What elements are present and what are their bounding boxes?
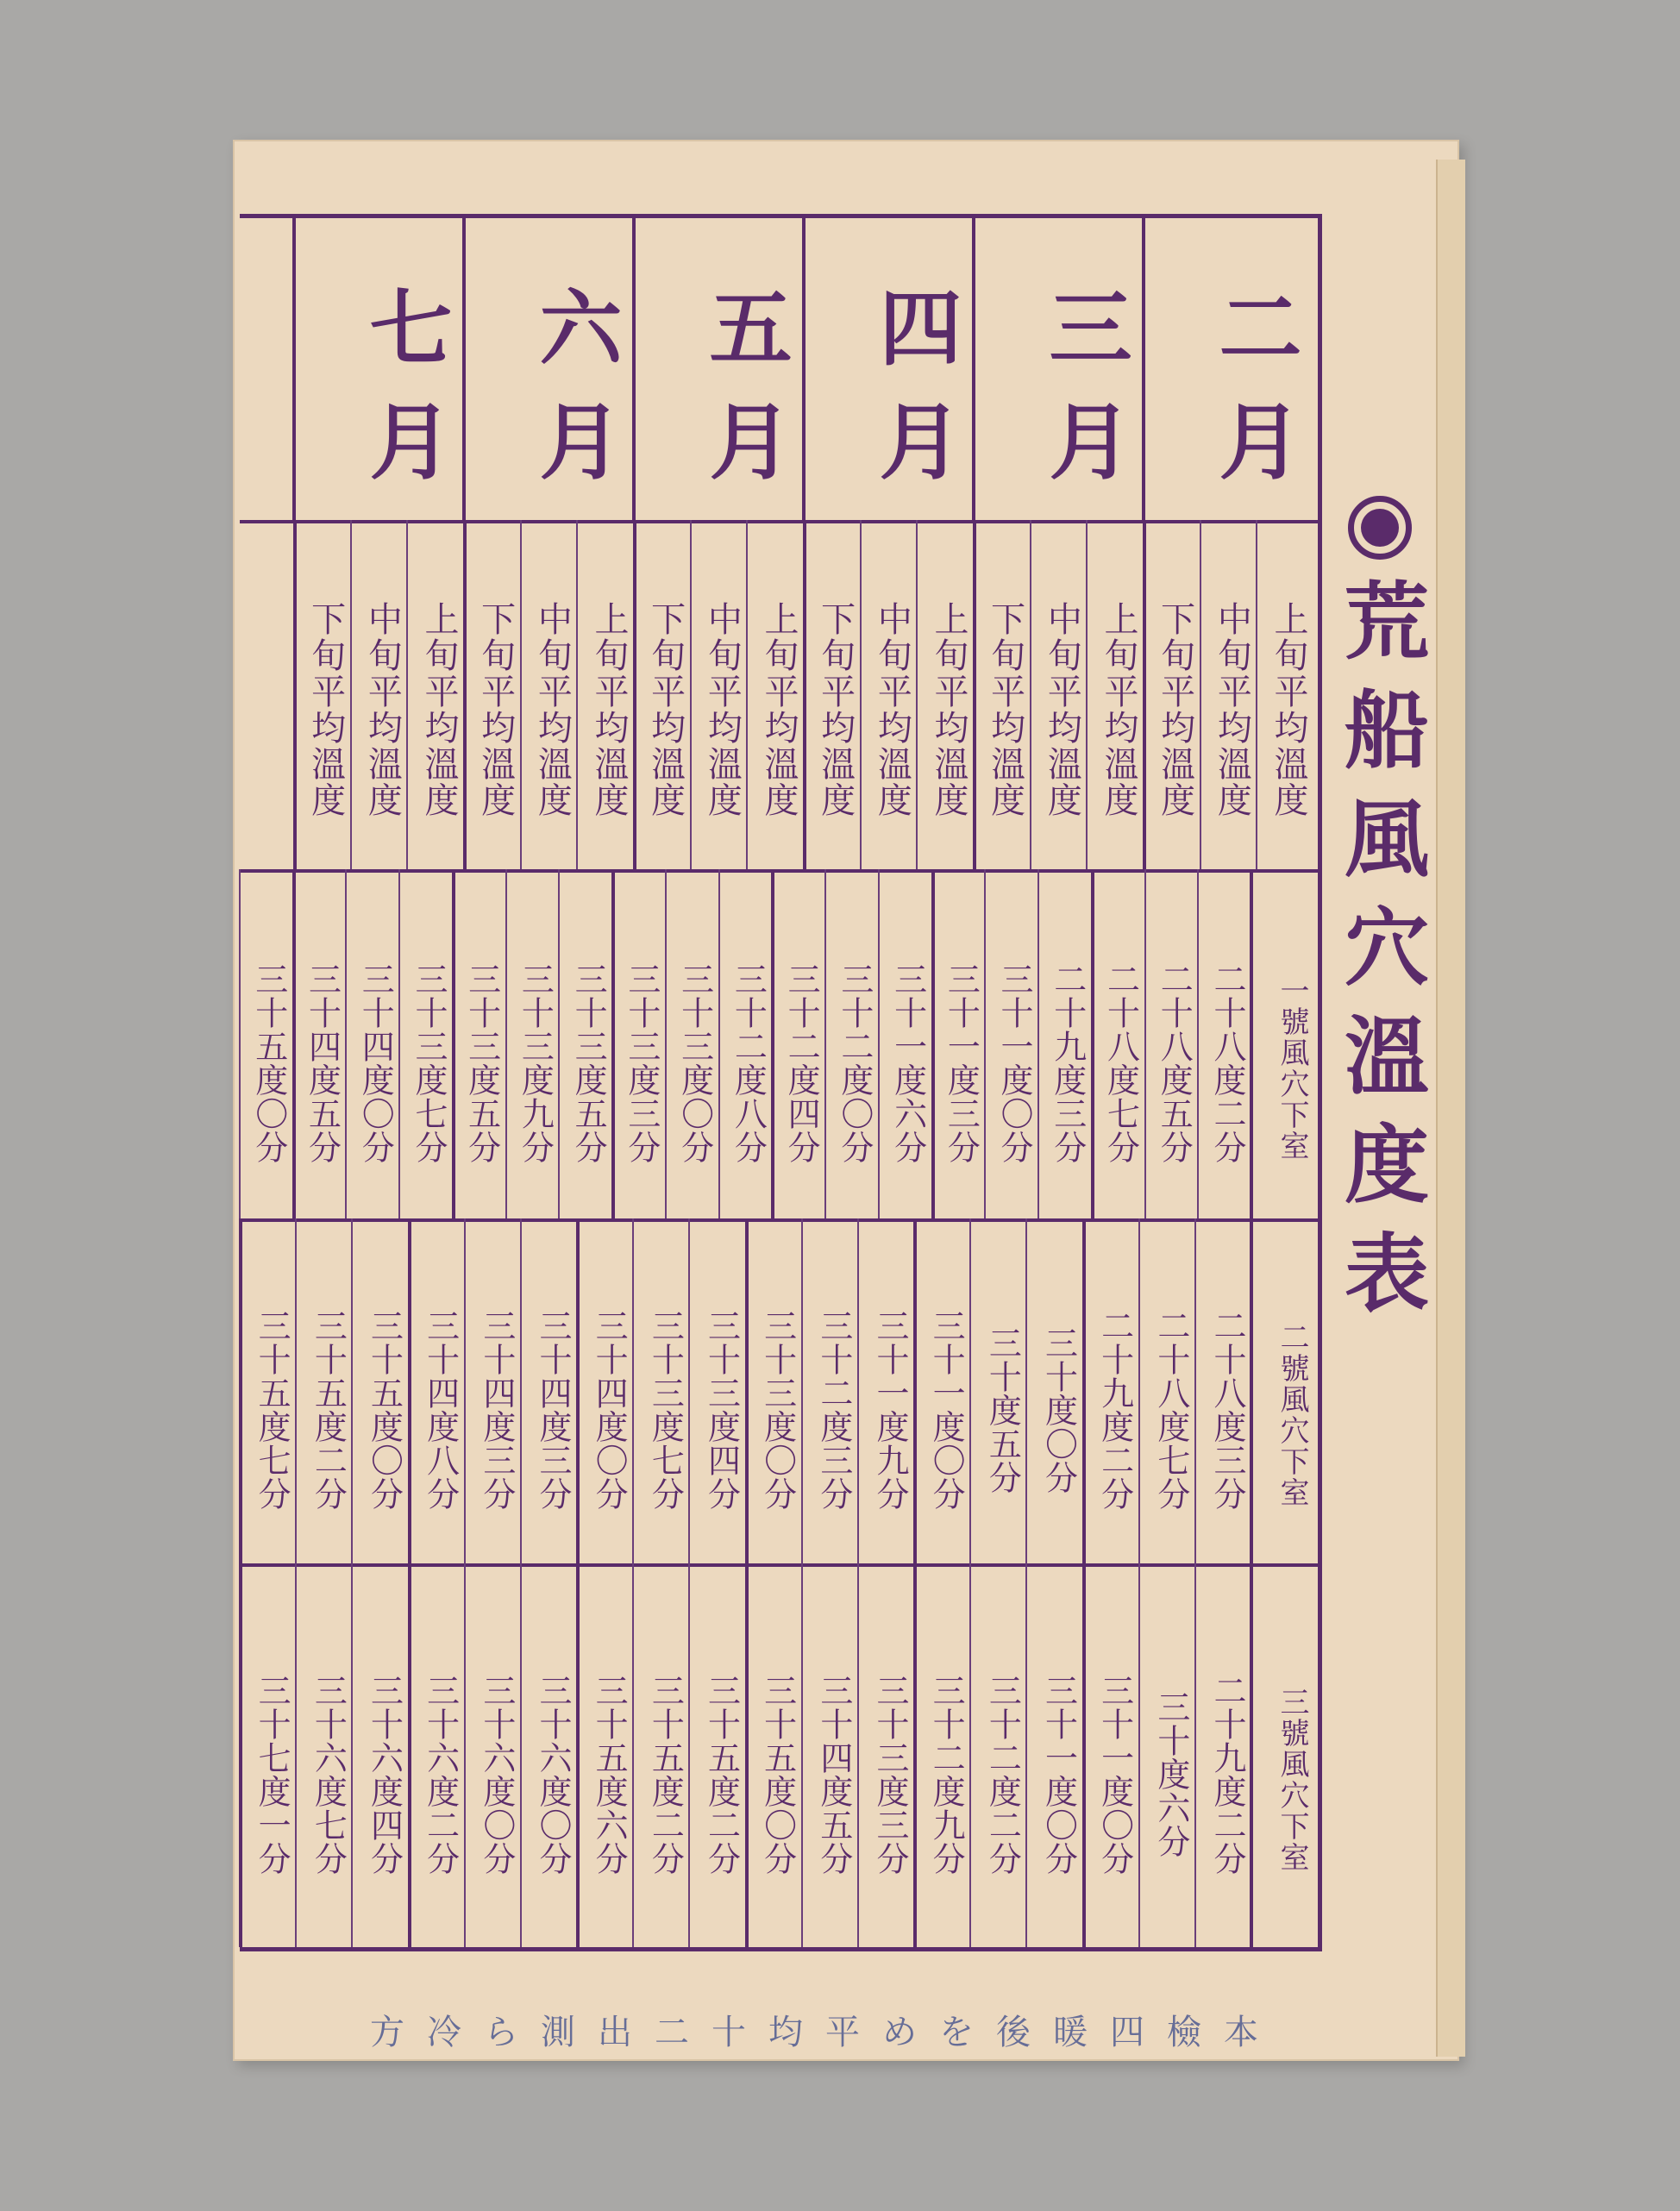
table-cell: 三十二度九分 [927,1673,966,1876]
table-cell: 三十六度四分 [365,1673,404,1876]
month-header: 七月 [356,285,454,512]
table-cell: 三十二度四分 [782,961,821,1164]
table-cell: 三十四度五分 [303,961,342,1164]
table-cell: 三十一度三分 [942,961,981,1164]
period-header: 上旬平均溫度 [588,601,629,818]
period-header: 上旬平均溫度 [1268,601,1308,818]
table-cell: 二十九度三分 [1048,961,1087,1164]
table-cell: 三十三度三分 [622,961,661,1164]
row-label: 一號風穴下室 [1275,974,1309,1162]
table-cell: 三十五度二分 [646,1673,685,1876]
period-header: 下旬平均溫度 [985,601,1025,818]
table-cell: 二十八度二分 [1207,961,1246,1164]
month-header: 四月 [866,285,963,512]
table-column-rule [239,1563,242,1947]
table-cell: 三十四度三分 [477,1309,516,1511]
table-cell: 二十九度二分 [1207,1673,1246,1876]
period-header: 下旬平均溫度 [475,601,516,818]
table-cell: 三十四度八分 [421,1309,460,1511]
table-cell: 三十五度〇分 [758,1673,797,1876]
table-title [1328,496,1432,1746]
table-cell: 三十五度二分 [702,1673,741,1876]
table-cell: 三十三度九分 [516,961,555,1164]
table-cell: 三十一度〇分 [1039,1673,1078,1876]
table-cell: 三十三度五分 [569,961,608,1164]
table-cell: 三十五度〇分 [365,1309,404,1511]
period-header: 中旬平均溫度 [532,601,573,818]
period-header: 上旬平均溫度 [928,601,969,818]
month-header: 三月 [1036,285,1133,512]
table-cell: 三十三度〇分 [758,1309,797,1511]
table-cell: 三十一度九分 [870,1309,909,1511]
period-header: 下旬平均溫度 [1155,601,1195,818]
table-cell: 三十七度一分 [253,1673,291,1876]
bottom-text: 方冷ら測出二十均平めを後暖四檢本 [370,2013,1281,2052]
table-cell: 三十二度三分 [814,1309,853,1511]
table-cell: 三十二度二分 [983,1673,1022,1876]
table-cell: 三十一度〇分 [1095,1673,1134,1876]
table-column-rule [292,218,296,520]
table-cell: 三十三度七分 [646,1309,685,1511]
table-cell: 三十一度〇分 [927,1309,966,1511]
table-cell: 三十六度七分 [309,1673,348,1876]
table-cell: 三十三度〇分 [675,961,714,1164]
period-header: 下旬平均溫度 [815,601,856,818]
table-cell: 三十度六分 [1151,1690,1190,1858]
period-header: 上旬平均溫度 [418,601,459,818]
table-column-rule [239,1218,242,1563]
table-column-rule [293,520,297,869]
table-cell: 三十二度〇分 [835,961,874,1164]
month-header: 五月 [696,285,793,512]
table-cell: 三十六度〇分 [477,1673,516,1876]
table-cell: 三十度〇分 [1039,1325,1078,1494]
period-header: 中旬平均溫度 [702,601,743,818]
table-cell: 三十三度五分 [462,961,501,1164]
table-cell: 三十度五分 [983,1325,1022,1494]
table-cell: 三十五度二分 [309,1309,348,1511]
table-cell: 三十五度六分 [590,1673,629,1876]
table-column-rule [239,869,241,1218]
row-label: 二號風穴下室 [1275,1322,1309,1508]
table-cell: 三十四度〇分 [590,1309,629,1511]
table-cell: 二十九度二分 [1095,1309,1134,1511]
table-cell: 三十四度三分 [533,1309,572,1511]
table-cell: 三十六度二分 [421,1673,460,1876]
period-header: 中旬平均溫度 [1212,601,1252,818]
double-circle-icon [1348,496,1412,560]
table-cell: 三十四度五分 [814,1673,853,1876]
title-text: 荒船風穴溫度表 [1330,577,1430,1337]
table-cell: 三十六度〇分 [533,1673,572,1876]
period-header: 上旬平均溫度 [1098,601,1138,818]
month-header: 二月 [1206,285,1303,512]
table-cell: 二十八度七分 [1101,961,1140,1164]
table-cell: 三十三度三分 [870,1673,909,1876]
table-cell: 三十一度〇分 [995,961,1034,1164]
period-header: 上旬平均溫度 [758,601,799,818]
table-cell: 三十一度六分 [888,961,927,1164]
table-cell: 二十八度七分 [1151,1309,1190,1511]
table-cell: 二十八度五分 [1155,961,1194,1164]
temperature-table [240,214,1322,1951]
row-label: 三號風穴下室 [1275,1686,1309,1873]
table-cell: 三十五度〇分 [249,961,288,1164]
table-cell: 三十二度八分 [729,961,768,1164]
period-header: 中旬平均溫度 [362,601,403,818]
period-header: 下旬平均溫度 [645,601,686,818]
table-cell: 三十三度七分 [409,961,448,1164]
table-cell: 三十三度四分 [702,1309,741,1511]
table-cell: 三十五度七分 [253,1309,291,1511]
period-header: 中旬平均溫度 [872,601,912,818]
period-header: 中旬平均溫度 [1042,601,1082,818]
table-cell: 三十四度〇分 [356,961,395,1164]
table-cell: 二十八度三分 [1207,1309,1246,1511]
month-header: 六月 [526,285,624,512]
period-header: 下旬平均溫度 [305,601,346,818]
